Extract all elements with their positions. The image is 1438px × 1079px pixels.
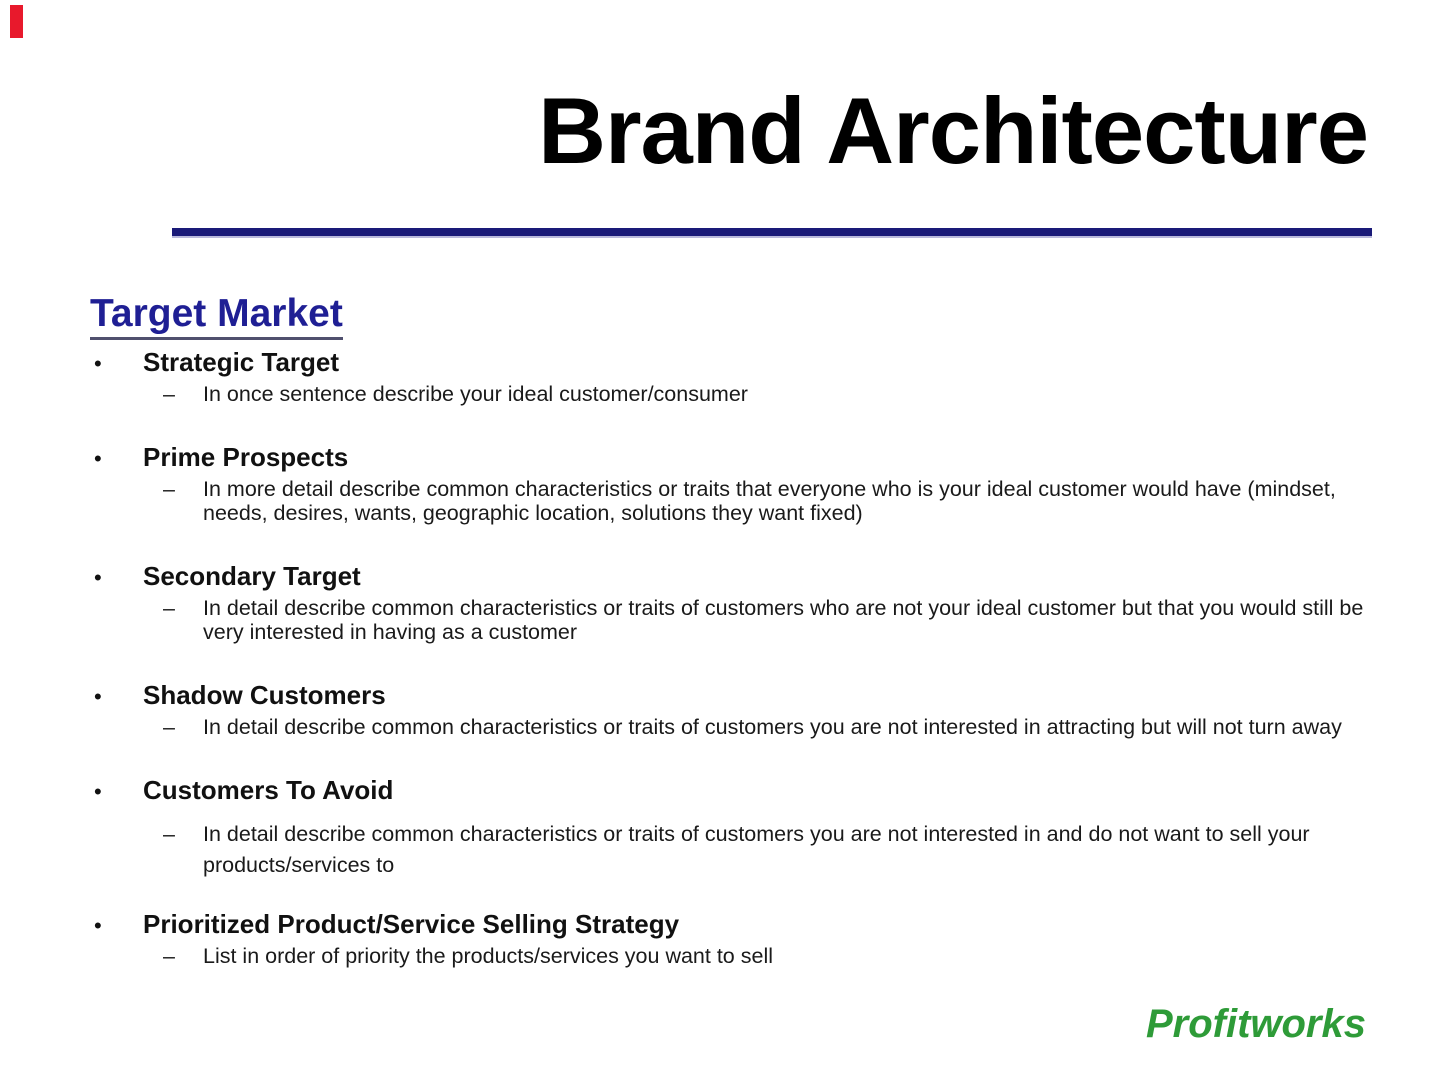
title-divider-rule — [172, 228, 1372, 238]
bullet-subitem-text: List in order of priority the products/services you want to sell — [203, 944, 774, 968]
red-flag-icon — [10, 5, 23, 38]
bullet-subitem-text: In detail describe common characteristics or traits of customers you are not interested in attracting but will not turn away — [203, 715, 1342, 739]
bullet-item-label: Prime Prospects — [143, 442, 349, 472]
brand-logo-text: Profitworks — [1145, 1002, 1366, 1046]
bullet-item-label: Prioritized Product/Service Selling Strategy — [143, 909, 680, 939]
dash-icon: – — [163, 596, 175, 620]
dash-icon: – — [163, 477, 175, 501]
bullet-item — [90, 775, 1378, 881]
bullet-item-label: Secondary Target — [143, 561, 361, 591]
bullet-item — [90, 909, 1378, 968]
bullet-subitem-text: In detail describe common characteristics or traits of customers you are not interested in and do not want to sell your products/services to — [203, 822, 1310, 877]
bullet-subitem-text: In more detail describe common characteristics or traits that everyone who is your ideal customer would have (mindset, needs, desires, wants, geographic location, solutions they want fixed) — [203, 477, 1336, 525]
page-title: Brand Architecture — [538, 78, 1368, 183]
bullet-item-label: Strategic Target — [143, 347, 340, 377]
slide-body — [90, 292, 1378, 968]
dash-icon: – — [163, 382, 175, 406]
bullet-item — [90, 561, 1378, 644]
dash-icon: – — [163, 715, 175, 739]
dash-icon: – — [163, 944, 175, 968]
bullet-icon: • — [94, 351, 102, 376]
dash-icon: – — [163, 822, 175, 846]
bullet-subitem-text: In detail describe common characteristics or traits of customers who are not your ideal customer but that you would still be very interested in having as a customer — [203, 596, 1364, 644]
bullet-subitem-text: In once sentence describe your ideal customer/consumer — [203, 382, 748, 406]
bullet-item — [90, 442, 1378, 525]
bullet-icon: • — [94, 779, 102, 804]
bullet-item-label: Customers To Avoid — [143, 775, 394, 805]
bullet-icon: • — [94, 565, 102, 590]
bullet-item — [90, 680, 1378, 739]
bullet-icon: • — [94, 684, 102, 709]
bullet-icon: • — [94, 913, 102, 938]
bullet-item — [90, 347, 1378, 406]
bullet-icon: • — [94, 446, 102, 471]
bullet-item-label: Shadow Customers — [143, 680, 386, 710]
section-heading: Target Market — [90, 292, 343, 340]
